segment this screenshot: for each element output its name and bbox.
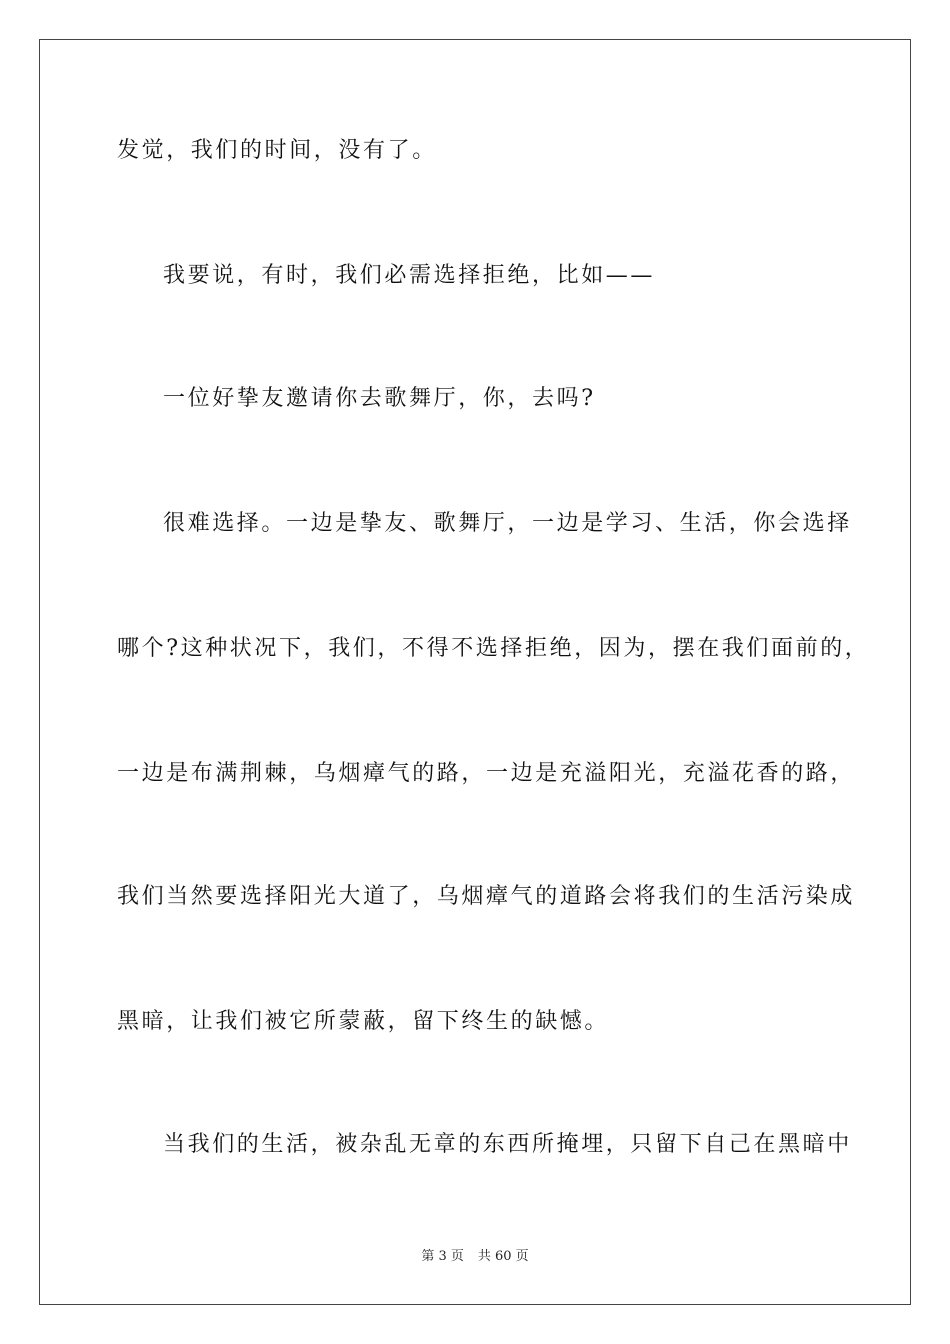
body-line-3: 一位好挚友邀请你去歌舞厅，你，去吗? [163, 386, 596, 411]
body-line-2: 我要说，有时，我们必需选择拒绝，比如—— [163, 263, 656, 288]
body-line-8: 黑暗，让我们被它所蒙蔽，留下终生的缺憾。 [117, 1009, 610, 1034]
body-line-4: 很难选择。一边是挚友、歌舞厅，一边是学习、生活，你会选择 [163, 511, 852, 536]
page-border [39, 39, 911, 1305]
body-line-9: 当我们的生活，被杂乱无章的东西所掩埋，只留下自己在黑暗中 [163, 1132, 852, 1157]
page-number: 第 3 页 [421, 1249, 464, 1264]
body-line-7: 我们当然要选择阳光大道了，乌烟瘴气的道路会将我们的生活污染成 [117, 884, 856, 909]
body-line-6: 一边是布满荆棘，乌烟瘴气的路，一边是充溢阳光，充溢花香的路， [117, 761, 856, 786]
total-pages: 共 60 页 [477, 1249, 529, 1264]
body-line-1: 发觉，我们的时间，没有了。 [117, 138, 437, 163]
body-line-5: 哪个?这种状况下，我们，不得不选择拒绝，因为，摆在我们面前的， [117, 636, 870, 661]
page-footer [0, 1248, 950, 1266]
